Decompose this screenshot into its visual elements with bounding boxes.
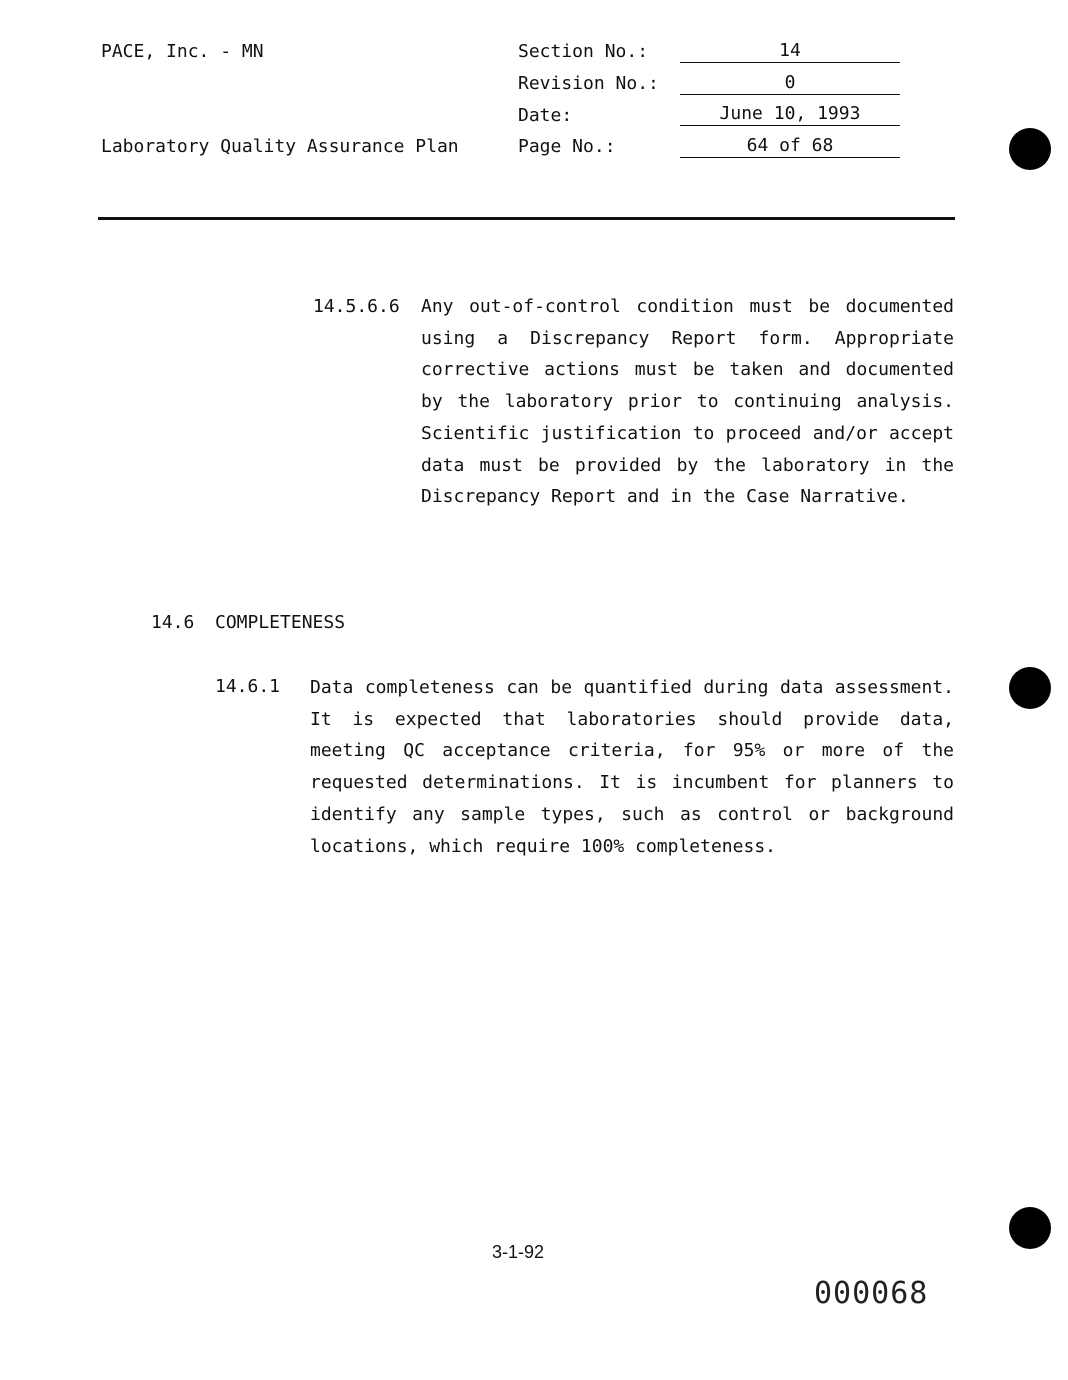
section-number-14-5-6-6: 14.5.6.6 <box>313 296 400 317</box>
date-value: June 10, 1993 <box>680 103 900 126</box>
section-no-label: Section No.: <box>518 41 649 62</box>
punch-hole-bottom <box>1009 1207 1051 1249</box>
date-label: Date: <box>518 105 573 126</box>
revision-no-value: 0 <box>680 72 900 95</box>
section-no-value: 14 <box>680 40 900 63</box>
page-stamp-number: 000068 <box>814 1276 929 1311</box>
section-number-14-6: 14.6 <box>151 612 195 633</box>
section-text-14-6-1: Data completeness can be quantified during data assessment. It is expected that laboratories should provide data, meeting QC acceptance criteria, for 95% or more of the requested determinations. It is incumbent for planners to identify any sample types, such as control or background locations, which require 100% completeness. <box>310 677 954 857</box>
page-no-value: 64 of 68 <box>680 135 900 158</box>
plan-title: Laboratory Quality Assurance Plan <box>101 136 459 157</box>
section-number-14-6-1: 14.6.1 <box>215 676 281 697</box>
page-no-label: Page No.: <box>518 136 616 157</box>
section-title-completeness: COMPLETENESS <box>215 612 346 633</box>
punch-hole-middle <box>1009 667 1051 709</box>
company-name: PACE, Inc. - MN <box>101 41 264 62</box>
footer-code: 3-1-92 <box>492 1242 545 1262</box>
header-rule <box>98 217 955 220</box>
section-text-14-5-6-6: Any out-of-control condition must be documented using a Discrepancy Report form. Appropriate corrective actions must be taken and documented by the laboratory prior to continuing analysis. Scientific justification to proceed and/or accept data must be provided by the laboratory in the Discrepancy Report and in the Case Narrative. <box>421 296 954 508</box>
punch-hole-top <box>1009 128 1051 170</box>
revision-no-label: Revision No.: <box>518 73 659 94</box>
